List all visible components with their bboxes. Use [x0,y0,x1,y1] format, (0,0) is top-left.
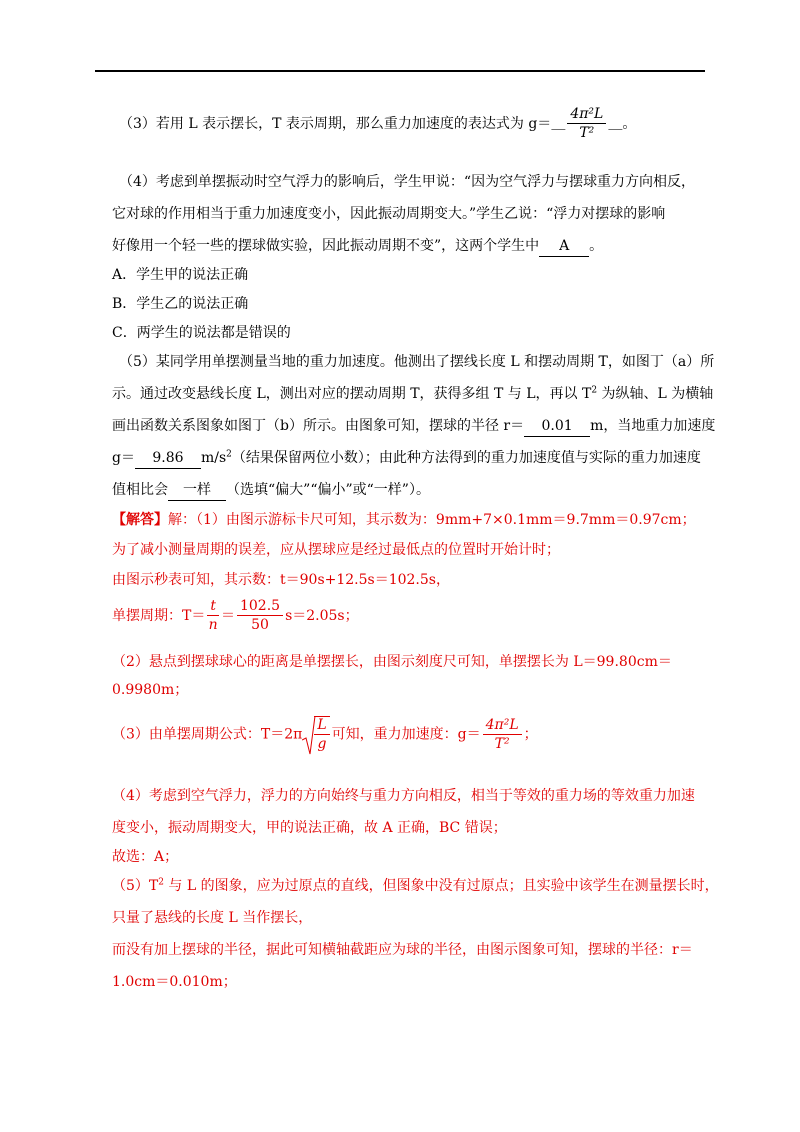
answer-line-4 [112,598,359,634]
q5-line-2-text: 示。通过改变悬线长度 L，测出对应的摆动周期 T，获得多组 T 与 L，再以 T [112,386,592,402]
q5-line-4-text: g＝ [112,450,135,466]
frac-t: t [207,598,219,616]
q3-blank-post: ＿ [608,116,623,132]
sqrt-frac [314,716,329,753]
q5-unit: m/s [200,450,227,466]
g-num: 4π²L [483,717,522,735]
answer-line-13: 而没有加上摆球的半径，据此可知横轴截距应为球的半径，由图示图象可知，摆球的半径：r＝ [112,942,693,958]
answer-line-11-text: （5）T [112,878,159,894]
q5-line-5-text: 值相比会 [112,482,168,498]
answer-line-6: 0.9980m； [112,682,189,698]
q5-line-5 [112,480,430,501]
frac-n: n [208,617,218,633]
q5-g-blank: 9.86 [135,448,201,469]
q4-line-2: 它对球的作用相当于重力加速度变小，因此振动周期变大。”学生乙说：“浮力对摆球的影响 [112,206,666,222]
answer-formula-end: ； [523,726,538,743]
answer-line-12: 只量了悬线的长度 L 当作摆长， [112,910,313,926]
answer-line-11-rest: 与 L 的图象，应为过原点的直线，但图象中没有过原点；且实验中该学生在测量摆长时， [163,878,719,894]
q3-blank-pre: ＿ [551,116,566,132]
answer-formula-text: （3）由单摆周期公式：T＝2π [112,726,303,743]
answer-line-3: 由图示秒表可知，其示数：t＝90s+12.5s＝102.5s， [112,572,450,588]
answer-period-label: 单摆周期：T＝ [112,608,206,624]
radical-icon [302,716,316,756]
q3-end: 。 [622,116,637,132]
answer-line-11 [112,876,719,896]
q5-line-2-rest: 为纵轴、L 为横轴 [597,386,714,402]
answer-line-1-text: 解：（1）由图示游标卡尺可知，其示数为：9mm+7×0.1mm＝9.7mm＝0.97cm； [168,512,696,528]
answer-tag: 【解答】 [112,512,168,528]
q5-line-1: （5）某同学用单摆测量当地的重力加速度。他测出了摆线长度 L 和摆动周期 T，如图丁（a）所 [119,354,715,370]
q4-line-3 [112,236,603,257]
answer-line-5: （2）悬点到摆球球心的距离是单摆摆长，由图示刻度尺可知，单摆摆长为 L＝99.80cm＝ [112,654,672,670]
q4-option-c: C．两学生的说法都是错误的 [112,325,291,341]
q3-text: （3）若用 L 表示摆长，T 表示周期，那么重力加速度的表达式为 g＝ [119,116,552,132]
frac-102-5: 102.5 [237,598,283,616]
q5-line-5-rest: （选填“偏大”“偏小”或“一样”）。 [226,482,430,498]
q4-answer-blank: A [539,236,589,257]
answer-line-7 [112,716,538,753]
answer-g-frac [483,717,522,753]
q4-line-3-end: 。 [589,238,604,254]
q4-line-1: （4）考虑到单摆振动时空气浮力的影响后，学生甲说：“因为空气浮力与摆球重力方向相反， [119,174,696,190]
answer-line-10: 故选：A； [112,849,179,865]
sqrt-num: L [314,717,329,735]
q5-unit-sup: 2 [226,449,232,460]
q5-compare-blank: 一样 [168,480,226,501]
sqrt-den: g [317,736,327,752]
q3-numerator: 4π²L [567,106,606,124]
answer-line-11-sup: 2 [158,877,164,888]
q5-line-2-sup: 2 [591,385,598,396]
sqrt-symbol [302,716,331,753]
q3-line [119,106,636,142]
answer-eq: ＝ [220,608,235,624]
q4-line-3-text: 好像用一个轻一些的摆球做实验，因此振动周期不变”，这两个学生中 [112,238,540,254]
q5-line-2 [112,384,713,404]
q5-line-4 [112,448,701,469]
q4-option-b: B．学生乙的说法正确 [112,296,249,312]
answer-line-8: （4）考虑到空气浮力，浮力的方向始终与重力方向相反，相当于等效的重力场的等效重力加速 [112,788,695,804]
q4-option-a: A．学生甲的说法正确 [112,267,249,283]
header-rule [95,70,705,72]
answer-period-frac-2 [237,598,283,634]
q5-line-3 [112,416,715,437]
answer-period-frac-1 [207,598,219,634]
q5-radius-blank: 0.01 [524,416,590,437]
frac-50: 50 [251,617,269,633]
g-den: T² [494,735,510,752]
q5-line-4-rest: （结果保留两位小数）；由此种方法得到的重力加速度值与实际的重力加速度 [231,450,701,466]
answer-line-2: 为了减小测量周期的误差，应从摆球应是经过最低点的位置时开始计时； [112,542,560,558]
answer-formula-mid: 可知，重力加速度：g＝ [331,726,481,743]
q5-line-3-rest: m，当地重力加速度 [590,418,716,434]
q3-denominator: T² [579,125,595,141]
q3-fraction [567,106,606,142]
q5-line-3-text: 画出函数关系图象如图丁（b）所示。由图象可知，摆球的半径 r＝ [112,418,525,434]
answer-line-1 [112,510,696,530]
answer-line-9: 度变小，振动周期变大，甲的说法正确，故 A 正确，BC 错误； [112,820,507,836]
answer-line-14: 1.0cm＝0.010m； [112,974,237,990]
answer-period-result: s＝2.05s； [285,608,359,624]
